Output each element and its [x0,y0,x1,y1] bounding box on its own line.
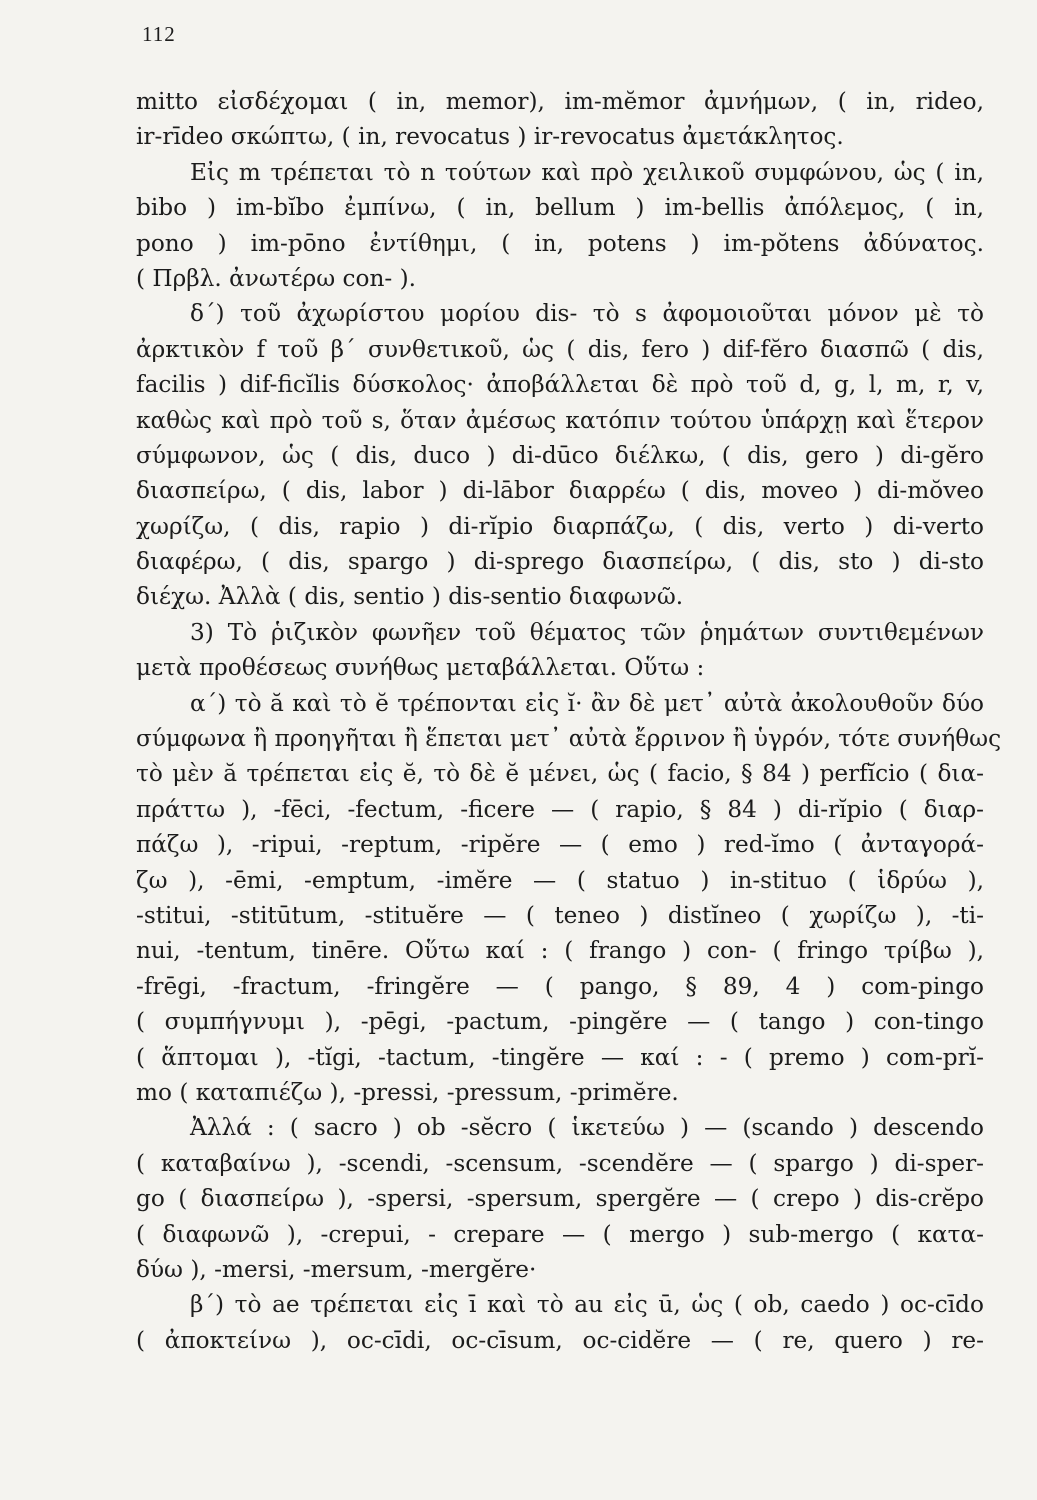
text-line: δ΄) τοῦ ἀχωρίστου μορίου dis- τὸ s ἀφομοιοῦται μόνον μὲ τὸ [190,300,984,328]
text-line: τὸ μὲν ă τρέπεται εἰς ĕ, τὸ δὲ ĕ μένει, ὡς ( facio, § 84 ) perfĭcio ( δια- [136,760,984,788]
text-line: ζω ), -ēmi, -emptum, -imĕre — ( statuo ) in-stituo ( ἱδρύω ), [136,866,984,894]
text-line: -frēgi, -fractum, -fringĕre — ( pango, § 89, 4 ) com-pingo [136,972,984,1000]
text-line: ir-rīdeo σκώπτω, ( in, revocatus ) ir-revocatus ἀμετάκλητος. [136,123,844,151]
text-line: πάζω ), -ripui, -reptum, -ripĕre — ( emo ) red-ĭmo ( ἀνταγορά- [136,831,984,859]
text-line: διέχω. Ἀλλὰ ( dis, sentio ) dis-sentio διαφωνῶ. [136,583,684,611]
text-line: ( καταβαίνω ), -scendi, -scensum, -scendĕre — ( spargo ) di-sper- [136,1149,984,1177]
text-line: ἀρκτικὸν f τοῦ β΄ συνθετικοῦ, ὡς ( dis, fero ) dif-fĕro διασπῶ ( dis, [136,335,984,363]
text-line: bibo ) im-bĭbo ἐμπίνω, ( in, bellum ) im-bellis ἀπόλεμος, ( in, [136,194,984,222]
text-line: go ( διασπείρω ), -spersi, -spersum, spergĕre — ( crepo ) dis-crĕpo [136,1185,985,1213]
text-line: ( ἀποκτείνω ), oc-cīdi, oc-cīsum, oc-cidĕre — ( re, quero ) re- [136,1326,984,1354]
text-line: μετὰ προθέσεως συνήθως μεταβάλλεται. Οὕτω : [136,654,705,682]
text-line: δύω ), -mersi, -mersum, -mergĕre· [136,1255,537,1283]
text-line: ( συμπήγνυμι ), -pēgi, -pactum, -pingĕre — ( tango ) con-tingo [136,1008,984,1036]
text-line: mo ( καταπιέζω ), -pressi, -pressum, -primĕre. [136,1078,679,1106]
text-line: ( διαφωνῶ ), -crepui, - crepare — ( mergo ) sub-mergo ( κατα- [136,1220,984,1248]
text-line: διασπείρω, ( dis, labor ) di-lābor διαρρέω ( dis, moveo ) di-mŏveo [136,477,984,505]
text-line: σύμφωνα ἢ προηγῆται ἢ ἕπεται μετ᾿ αὐτὰ ἔρρινον ἢ ὑγρόν, τότε συνήθως [136,725,1002,753]
text-line: pono ) im-pōno ἐντίθημι, ( in, potens ) im-pŏtens ἀδύνατος. [136,229,984,257]
text-line: Εἰς m τρέπεται τὸ n τούτων καὶ πρὸ χειλικοῦ συμφώνου, ὡς ( in, [190,158,984,186]
text-line: ( Πρβλ. ἀνωτέρω con- ). [136,264,417,292]
text-line: ( ἅπτομαι ), -tĭgi, -tactum, -tingĕre — καί : - ( premo ) com-prĭ- [136,1043,984,1071]
text-line: β΄) τὸ ae τρέπεται εἰς ī καὶ τὸ au εἰς ū, ὡς ( ob, caedo ) oc-cīdo [190,1291,984,1319]
text-line: -stitui, -stitūtum, -stituĕre — ( teneo ) distĭneo ( χωρίζω ), -ti- [136,901,984,929]
text-line: 3) Τὸ ῥιζικὸν φωνῆεν τοῦ θέματος τῶν ῥημάτων συντιθεμένων [190,618,984,646]
page-body-text [136,84,1002,1358]
text-line: διαφέρω, ( dis, spargo ) di-sprego διασπείρω, ( dis, sto ) di-sto [136,548,984,576]
text-line: χωρίζω, ( dis, rapio ) di-rĭpio διαρπάζω, ( dis, verto ) di-verto [136,512,984,540]
text-line: πράττω ), -fēci, -fectum, -ficere — ( rapio, § 84 ) di-rĭpio ( διαρ- [136,795,984,823]
text-line: α΄) τὸ ă καὶ τὸ ĕ τρέπονται εἰς ĭ· ἂν δὲ μετ᾿ αὐτὰ ἀκολουθοῦν δύο [190,689,984,717]
text-line: facilis ) dif-ficĭlis δύσκολος· ἀποβάλλεται δὲ πρὸ τοῦ d, g, l, m, r, v, [136,371,984,399]
page-number: 112 [142,22,176,46]
text-line: mitto εἰσδέχομαι ( in, memor), im-mĕmor ἀμνήμων, ( in, rideo, [136,88,984,115]
text-line: καθὼς καὶ πρὸ τοῦ s, ὅταν ἀμέσως κατόπιν τούτου ὑπάρχῃ καὶ ἕτερον [136,406,984,434]
text-line: σύμφωνον, ὡς ( dis, duco ) di-dūco διέλκω, ( dis, gero ) di-gĕro [136,441,984,469]
text-line: Ἀλλά : ( sacro ) ob -sĕcro ( ἱκετεύω ) — (scando ) descendo [190,1114,984,1142]
text-line: nui, -tentum, tinēre. Οὕτω καί : ( frango ) con- ( fringo τρίβω ), [136,937,984,965]
